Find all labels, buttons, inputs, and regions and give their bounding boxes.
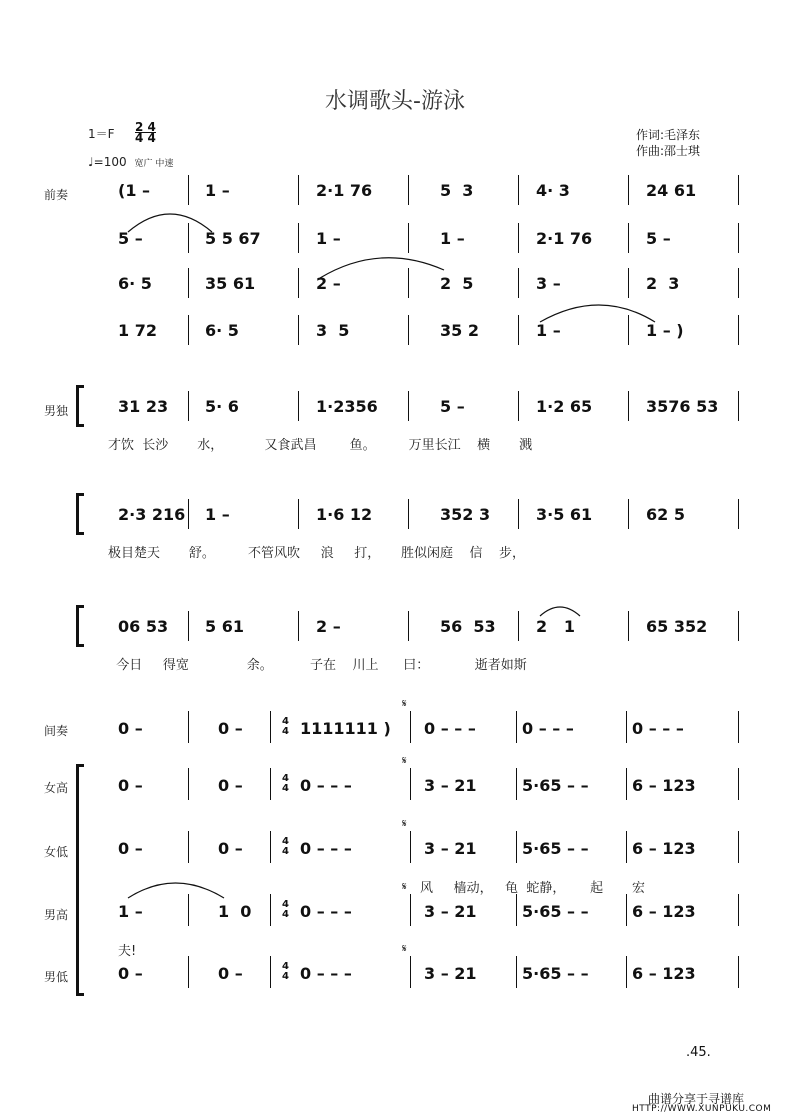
- solo-measure: 5 61: [205, 617, 244, 636]
- label-bass: 男低: [44, 970, 69, 984]
- key-signature: 1＝F: [88, 127, 115, 141]
- bass-measure: 5·65 – –: [522, 964, 589, 983]
- segno-icon: 𝄋: [402, 817, 407, 830]
- slur: [128, 883, 224, 898]
- solo-measure: 1·6 12: [316, 505, 373, 524]
- slur: [320, 258, 444, 278]
- prelude-measure: 1 –: [205, 181, 230, 200]
- prelude-measure: 5 3: [440, 181, 474, 200]
- choir-lyrics: 风 樯动， 龟 蛇静， 起 宏: [420, 881, 646, 896]
- time-signature-4-4: 4 4: [282, 899, 289, 920]
- prelude-measure: 1 –: [536, 321, 561, 340]
- solo-measure: 65 352: [646, 617, 708, 636]
- interlude-measure: 1111111 ): [300, 719, 391, 738]
- prelude-measure: (1 –: [118, 181, 151, 200]
- bass-measure: 3 – 21: [424, 964, 477, 983]
- prelude-measure: 5 5 67: [205, 229, 261, 248]
- slur: [540, 607, 580, 616]
- tempo-marking: ♩=100 宽广 中速: [88, 155, 174, 169]
- solo-lyric-line: 极目楚天 舒。 不管风吹 浪 打， 胜似闲庭 信 步，: [108, 546, 526, 561]
- time-signature-4-4: 4 4: [282, 773, 289, 794]
- tenor-measure: 3 – 21: [424, 902, 477, 921]
- label-soprano: 女高: [44, 781, 69, 795]
- label-prelude: 前奏: [44, 188, 69, 202]
- prelude-measure: 1 –: [440, 229, 465, 248]
- alto-measure: 0 –: [118, 839, 143, 858]
- solo-measure: 5 –: [440, 397, 465, 416]
- interlude-measure: 0 – – –: [632, 719, 684, 738]
- tenor-end-lyric: 夫!: [118, 944, 137, 959]
- prelude-measure: 1 72: [118, 321, 157, 340]
- segno-icon: 𝄋: [402, 880, 407, 893]
- segno-icon: 𝄋: [402, 942, 407, 955]
- alto-measure: 0 –: [218, 839, 243, 858]
- prelude-measure: 6· 5: [118, 274, 152, 293]
- tenor-measure: 0 – – –: [300, 902, 352, 921]
- solo-measure: 2 1: [536, 617, 575, 636]
- solo-measure: 2 –: [316, 617, 341, 636]
- prelude-measure: 24 61: [646, 181, 697, 200]
- tenor-measure: 5·65 – –: [522, 902, 589, 921]
- alto-measure: 3 – 21: [424, 839, 477, 858]
- lyricist: 作词:毛泽东: [636, 128, 701, 142]
- label-male-solo: 男独: [44, 404, 69, 418]
- time-signature-4-4: 4 4: [282, 716, 289, 737]
- solo-measure: 5· 6: [205, 397, 239, 416]
- bass-measure: 0 –: [118, 964, 143, 983]
- prelude-measure: 2·1 76: [536, 229, 593, 248]
- time-signature: 2 4 4 4: [135, 120, 156, 145]
- prelude-measure: 3 5: [316, 321, 350, 340]
- segno-icon: 𝄋: [402, 697, 407, 710]
- slur: [540, 305, 655, 322]
- solo-measure: 31 23: [118, 397, 169, 416]
- prelude-measure: 2 3: [646, 274, 680, 293]
- label-interlude: 间奏: [44, 724, 69, 738]
- interlude-measure: 0 –: [218, 719, 243, 738]
- soprano-measure: 0 –: [118, 776, 143, 795]
- alto-measure: 6 – 123: [632, 839, 696, 858]
- soprano-measure: 5·65 – –: [522, 776, 589, 795]
- prelude-measure: 35 61: [205, 274, 256, 293]
- bass-measure: 6 – 123: [632, 964, 696, 983]
- page-title: 水调歌头-游泳: [325, 89, 465, 114]
- interlude-measure: 0 –: [118, 719, 143, 738]
- interlude-measure: 0 – – –: [522, 719, 574, 738]
- prelude-measure: 2 5: [440, 274, 474, 293]
- soprano-measure: 6 – 123: [632, 776, 696, 795]
- segno-icon: 𝄋: [402, 754, 407, 767]
- time-signature-4-4: 4 4: [282, 961, 289, 982]
- soprano-measure: 3 – 21: [424, 776, 477, 795]
- solo-measure: 56 53: [440, 617, 496, 636]
- solo-measure: 3576 53: [646, 397, 719, 416]
- prelude-measure: 1 – ): [646, 321, 684, 340]
- prelude-measure: 5 –: [118, 229, 143, 248]
- footer-url: HTTP://WWW.XUNPUKU.COM: [632, 1104, 772, 1114]
- alto-measure: 0 – – –: [300, 839, 352, 858]
- prelude-measure: 5 –: [646, 229, 671, 248]
- bass-measure: 0 –: [218, 964, 243, 983]
- time-signature-4-4: 4 4: [282, 836, 289, 857]
- solo-measure: 1·2356: [316, 397, 378, 416]
- prelude-measure: 4· 3: [536, 181, 570, 200]
- page-number: .45.: [686, 1045, 711, 1060]
- solo-measure: 06 53: [118, 617, 169, 636]
- soprano-measure: 0 – – –: [300, 776, 352, 795]
- bass-measure: 0 – – –: [300, 964, 352, 983]
- solo-lyric-line: 今日 得宽 余。 子在 川上 曰： 逝者如斯: [108, 658, 527, 673]
- tenor-measure: 1 –: [118, 902, 143, 921]
- solo-measure: 2·3 216: [118, 505, 186, 524]
- label-alto: 女低: [44, 845, 69, 859]
- soprano-measure: 0 –: [218, 776, 243, 795]
- alto-measure: 5·65 – –: [522, 839, 589, 858]
- prelude-measure: 3 –: [536, 274, 561, 293]
- footer-text: 曲谱分享于寻谱库: [648, 1092, 745, 1106]
- solo-measure: 1·2 65: [536, 397, 593, 416]
- interlude-measure: 0 – – –: [424, 719, 476, 738]
- solo-measure: 62 5: [646, 505, 685, 524]
- prelude-measure: 2·1 76: [316, 181, 373, 200]
- prelude-measure: 2 –: [316, 274, 341, 293]
- solo-measure: 352 3: [440, 505, 491, 524]
- solo-measure: 3·5 61: [536, 505, 593, 524]
- tenor-measure: 6 – 123: [632, 902, 696, 921]
- composer: 作曲:邵士琪: [636, 144, 701, 158]
- prelude-measure: 6· 5: [205, 321, 239, 340]
- prelude-measure: 35 2: [440, 321, 479, 340]
- solo-measure: 1 –: [205, 505, 230, 524]
- label-tenor: 男高: [44, 908, 69, 922]
- quarter-note-icon: ♩: [88, 155, 94, 169]
- solo-lyric-line: 才饮 长沙 水， 又食武昌 鱼。 万里长江 横 溅: [108, 438, 533, 453]
- prelude-measure: 1 –: [316, 229, 341, 248]
- tenor-measure: 1 0: [218, 902, 252, 921]
- slur: [128, 214, 212, 232]
